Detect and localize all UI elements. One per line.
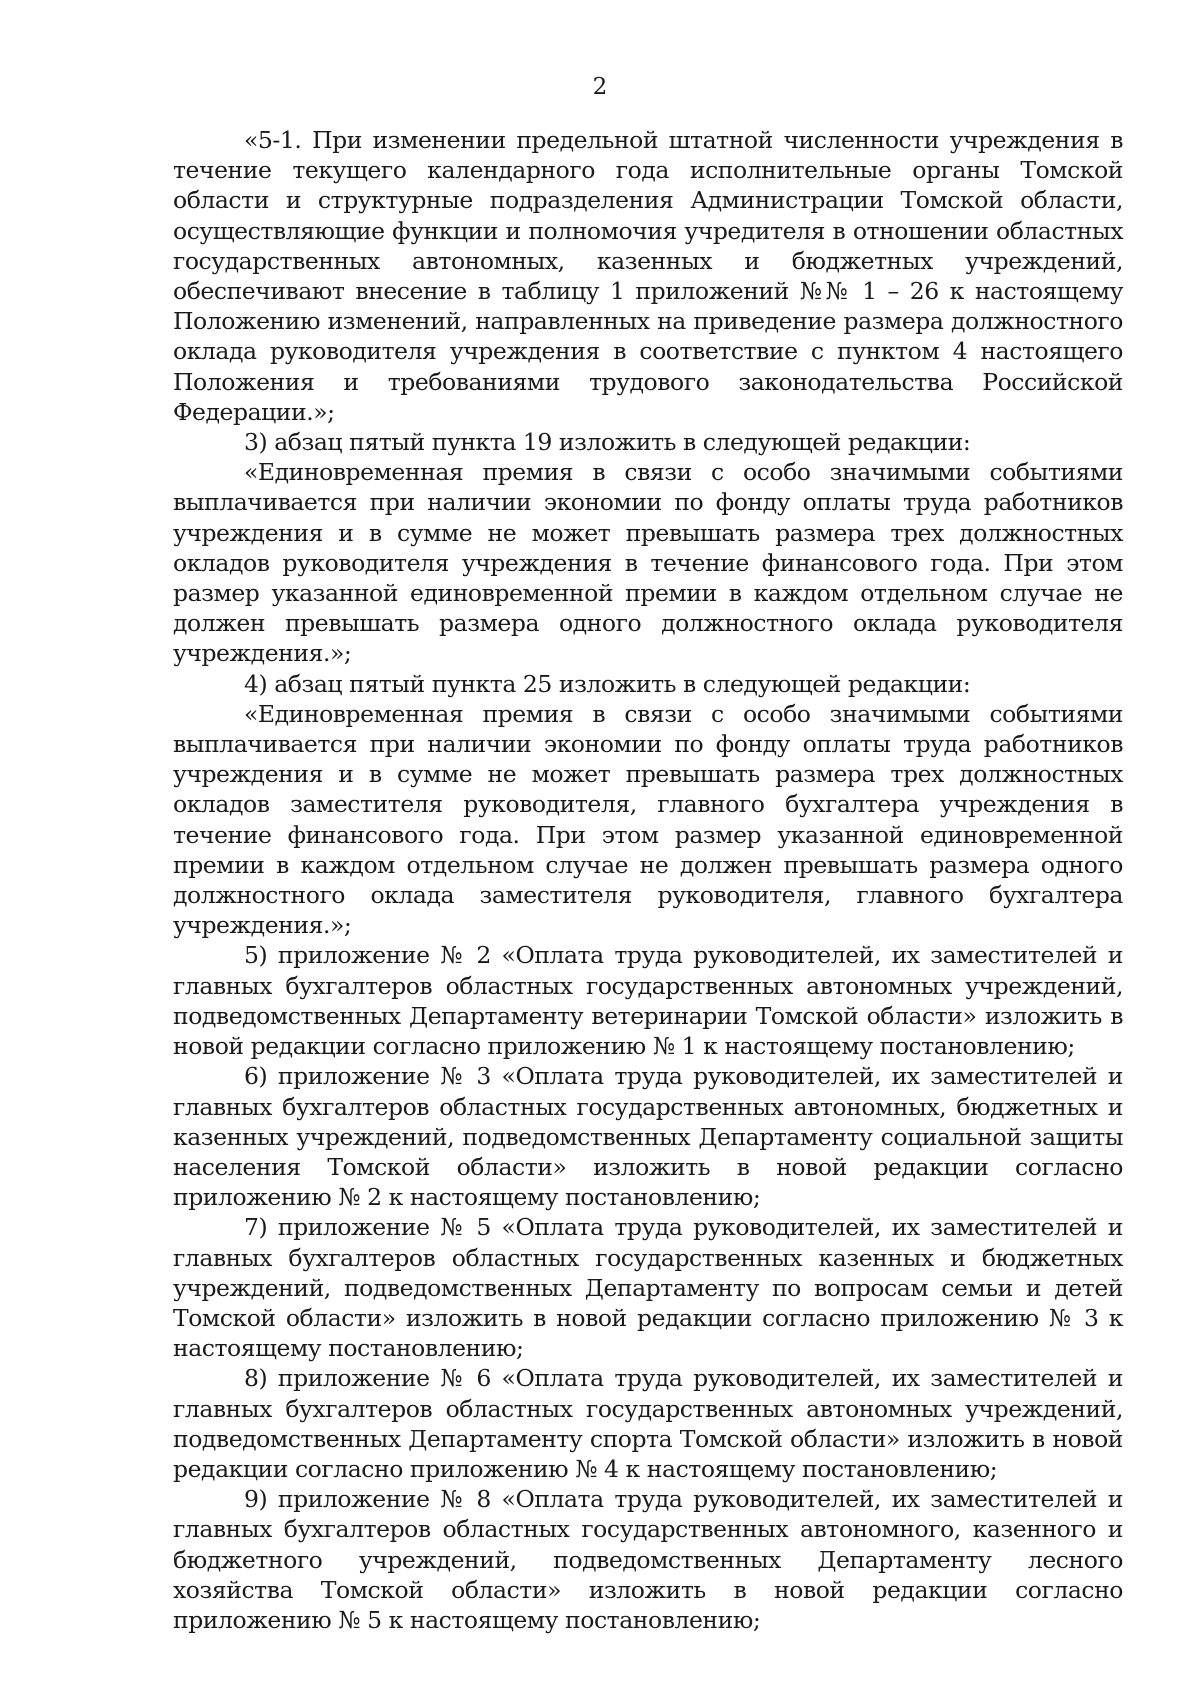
paragraph-item-3: 3) абзац пятый пункта 19 изложить в следующей редакции: (244, 428, 971, 457)
paragraph-item-7: 7) приложение № 5 «Оплата труда руководителей, их заместителей и главных бухгалтеров областных государственных казенных и бюджетных учреждений, подведомственных Департаменту по вопросам семьи и детей Томской области» изложить в новой редакции согласно приложению № 3 к настоящему постановлению; (173, 1213, 1123, 1363)
paragraph-item-8: 8) приложение № 6 «Оплата труда руководителей, их заместителей и главных бухгалтеров областных государственных автономных учреждений, подведомственных Департаменту спорта Томской области» изложить в новой редакции согласно приложению № 4 к настоящему постановлению; (173, 1364, 1123, 1483)
paragraph-item-6: 6) приложение № 3 «Оплата труда руководителей, их заместителей и главных бухгалтеров областных государственных автономных, бюджетных и казенных учреждений, подведомственных Департаменту социальной защиты населения Томской области» изложить в новой редакции согласно приложению № 2 к настоящему постановлению; (173, 1062, 1123, 1212)
paragraph-clause-5-1: «5-1. При изменении предельной штатной численности учреждения в течение текущего календарного года исполнительные органы Томской области и структурные подразделения Администрации Томской области, осуществляющие функции и полномочия учредителя в отношении областных государственных автономных, казенных и бюджетных учреждений, обеспечивают внесение в таблицу 1 приложений №№ 1 – 26 к настоящему Положению изменений, направленных на приведение размера должностного оклада руководителя учреждения в соответствие с пунктом 4 настоящего Положения и требованиями трудового законодательства Российской Федерации.»; (173, 126, 1123, 426)
paragraph-item-9: 9) приложение № 8 «Оплата труда руководителей, их заместителей и главных бухгалтеров областных государственных автономного, казенного и бюджетного учреждений, подведомственных Департаменту лесного хозяйства Томской области» изложить в новой редакции согласно приложению № 5 к настоящему постановлению; (173, 1485, 1123, 1634)
paragraph-item-3-text: «Единовременная премия в связи с особо значимыми событиями выплачивается при наличии экономии по фонду оплаты труда работников учреждения и в сумме не может превышать размера трех должностных окладов руководителя учреждения в течение финансового года. При этом размер указанной единовременной премии в каждом отдельном случае не должен превышать размера одного должностного оклада руководителя учреждения.»; (173, 458, 1123, 668)
document-body (173, 125, 1123, 1635)
page-number: 2 (592, 74, 608, 100)
paragraph-item-5: 5) приложение № 2 «Оплата труда руководителей, их заместителей и главных бухгалтеров областных государственных автономных учреждений, подведомственных Департаменту ветеринарии Томской области» изложить в новой редакции согласно приложению № 1 к настоящему постановлению; (173, 941, 1123, 1061)
paragraph-item-4-text: «Единовременная премия в связи с особо значимыми событиями выплачивается при наличии экономии по фонду оплаты труда работников учреждения и в сумме не может превышать размера трех должностных окладов заместителя руководителя, главного бухгалтера учреждения в течение финансового года. При этом размер указанной единовременной премии в каждом отдельном случае не должен превышать размера одного должностного оклада заместителя руководителя, главного бухгалтера учреждения.»; (173, 699, 1123, 940)
paragraph-item-4: 4) абзац пятый пункта 25 изложить в следующей редакции: (244, 669, 971, 698)
